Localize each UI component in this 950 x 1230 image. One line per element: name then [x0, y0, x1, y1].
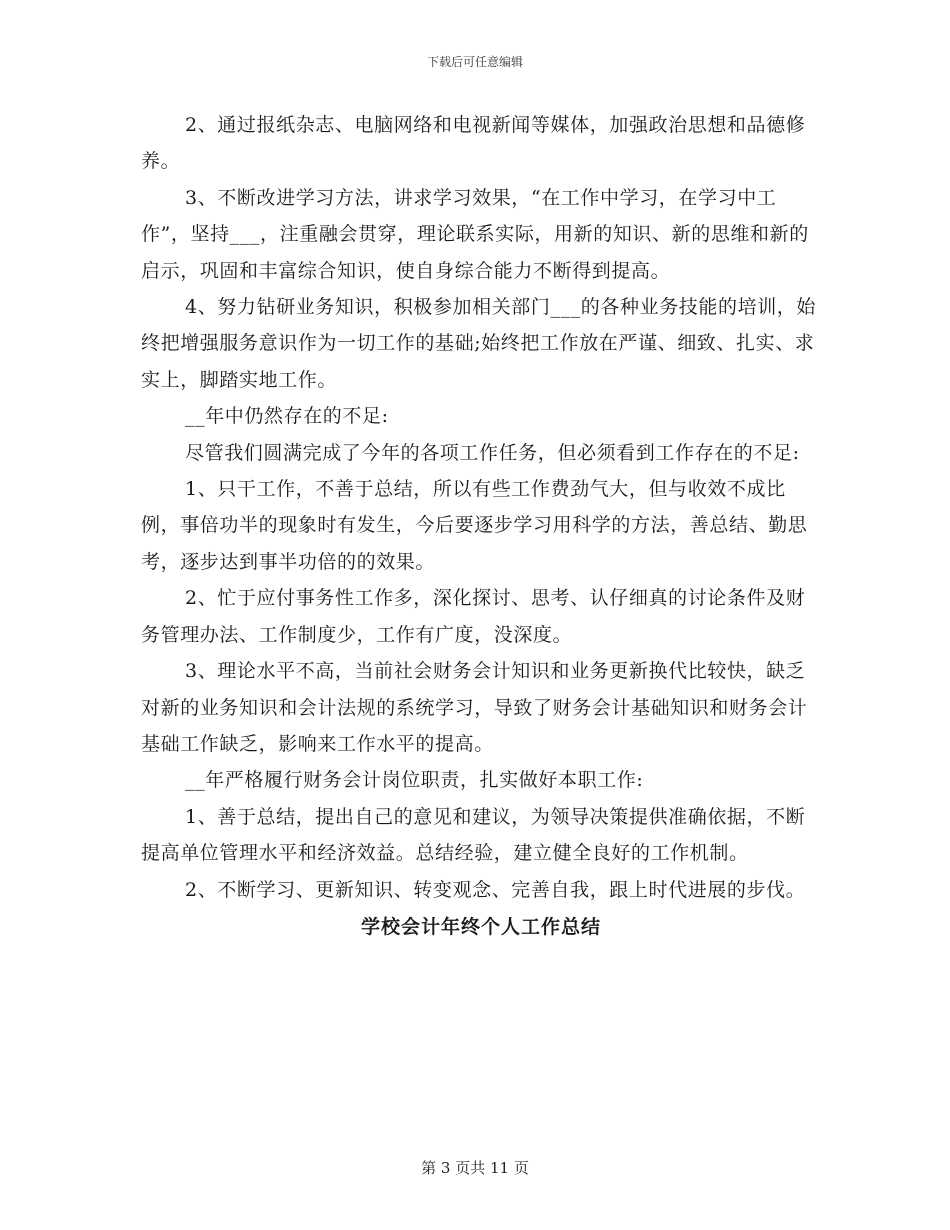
section-title: 学校会计年终个人工作总结 — [360, 915, 601, 938]
document-body — [141, 107, 821, 945]
paragraph: 2、通过报纸杂志、电脑网络和电视新闻等媒体，加强政治思想和品德修养。 — [141, 114, 806, 173]
page-footer: 第 3 页共 11 页 — [421, 1159, 529, 1177]
paragraph: 尽管我们圆满完成了今年的各项工作任务，但必须看到工作存在的不足: — [185, 441, 800, 464]
paragraph: 2、不断学习、更新知识、转变观念、完善自我，跟上时代进展的步伐。 — [185, 878, 806, 901]
paragraph: 4、努力钻研业务知识，积极参加相关部门___的各种业务技能的培训，始终把增强服务意识作为一切工作的基础;始终把工作放在严谨、细致、扎实、求实上，脚踏实地工作。 — [141, 296, 816, 391]
paragraph: 3、理论水平不高，当前社会财务会计知识和业务更新换代比较快，缺乏对新的业务知识和会计法规的系统学习，导致了财务会计基础知识和财务会计基础工作缺乏，影响来工作水平的提高。 — [141, 660, 808, 755]
paragraph: 1、善于总结，提出自己的意见和建议，为领导决策提供准确依据，不断提高单位管理水平和经济效益。总结经验，建立健全良好的工作机制。 — [141, 805, 806, 865]
paragraph: 3、不断改进学习方法，讲求学习效果，“在工作中学习，在学习中工作”，坚持___，注重融会贯穿，理论联系实际，用新的知识、新的思维和新的启示，巩固和丰富综合知识，使自身综合能力不断得到提高。 — [141, 186, 809, 282]
paragraph: 2、忙于应付事务性工作多，深化探讨、思考、认仔细真的讨论条件及财务管理办法、工作制度少，工作有广度，没深度。 — [141, 587, 806, 646]
paragraph: __年中仍然存在的不足: — [185, 405, 389, 428]
page-header: 下载后可任意编辑 — [426, 55, 523, 69]
paragraph: __年严格履行财务会计岗位职责，扎实做好本职工作: — [185, 769, 644, 792]
paragraph: 1、只干工作，不善于总结，所以有些工作费劲气大，但与收效不成比例，事倍功半的现象时有发生，今后要逐步学习用科学的方法，善总结、勤思考，逐步达到事半功倍的的效果。 — [141, 478, 808, 573]
